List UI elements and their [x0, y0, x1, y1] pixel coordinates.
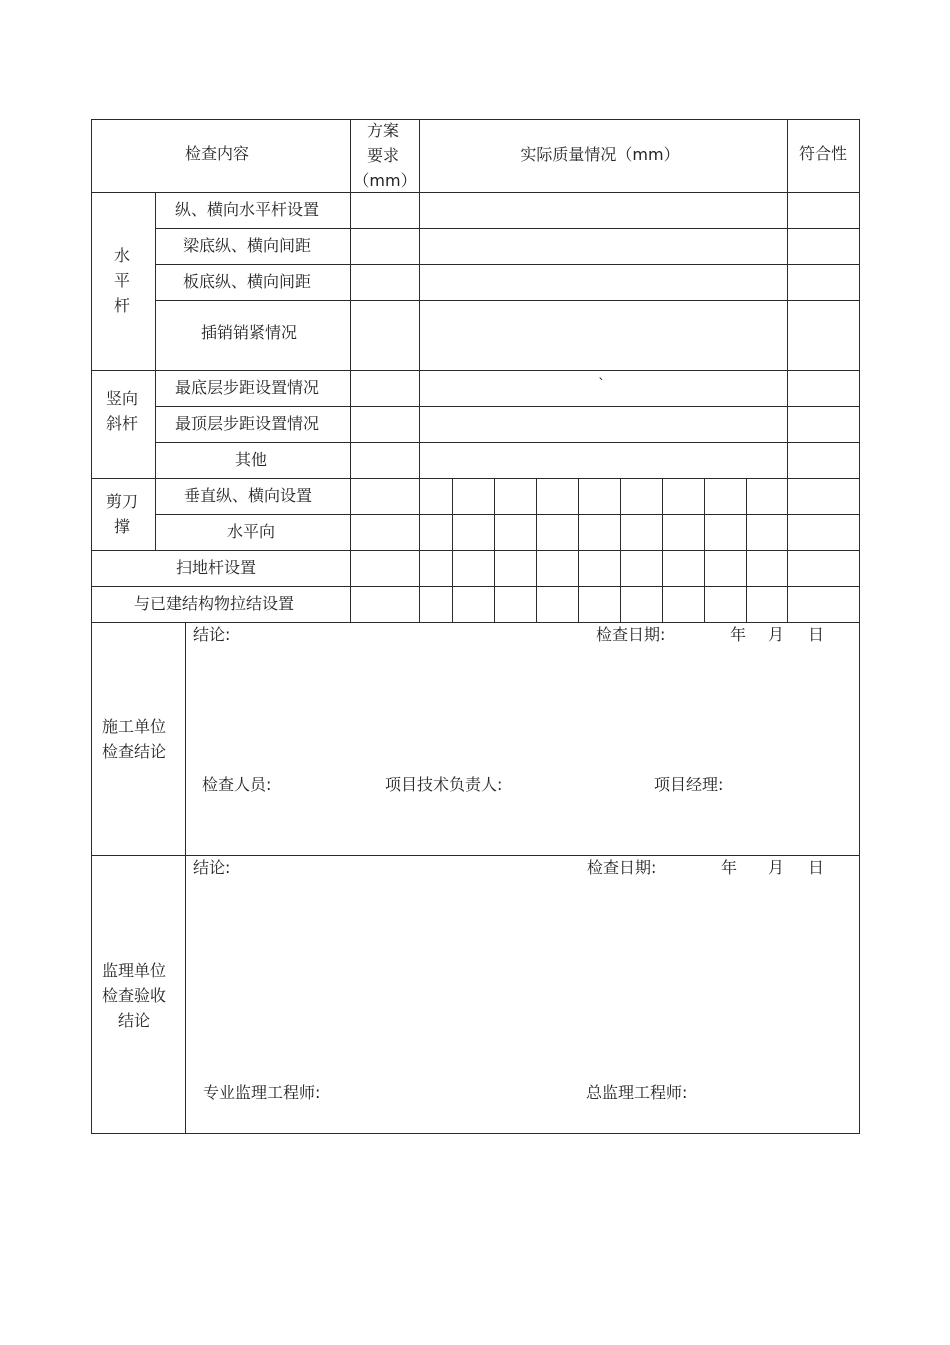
line-group-col [155, 192, 156, 550]
header-plan-line2: 要求 [366, 146, 400, 165]
supervision-engineer: 专业监理工程师: [203, 1083, 321, 1102]
frame-right [859, 119, 860, 1134]
label-line: 检查结论 [101, 742, 167, 761]
label-line: 施工单位 [101, 717, 167, 736]
row-label-9: 水平向 [226, 522, 276, 541]
group-char: 水 [113, 246, 131, 265]
group-scissor-brace [106, 489, 138, 539]
supervision-check-date: 检查日期: [587, 858, 657, 877]
grid-line-b [494, 478, 495, 622]
row-label-6: 最顶层步距设置情况 [174, 414, 320, 433]
group-line: 剪刀 [105, 492, 139, 511]
frame-bottom [91, 1133, 860, 1134]
row-line-1 [155, 228, 860, 229]
row-line-header [91, 192, 860, 193]
group-char: 杆 [113, 296, 131, 315]
row-line-10 [91, 586, 860, 587]
row-line-6 [155, 442, 860, 443]
construction-check-date: 检查日期: [596, 625, 666, 644]
label-line: 监理单位 [101, 961, 167, 980]
construction-label [102, 714, 166, 764]
supervision-label [102, 958, 166, 1033]
supervision-year: 年 [721, 858, 738, 877]
row-line-8 [155, 514, 860, 515]
header-plan-line3: （mm） [353, 171, 417, 190]
row-label-1: 纵、横向水平杆设置 [174, 200, 320, 219]
construction-day: 日 [808, 625, 825, 644]
supervision-month: 月 [768, 858, 785, 877]
row-label-4: 插销销紧情况 [200, 323, 298, 342]
row-label-8: 垂直纵、横向设置 [183, 486, 313, 505]
group-char: 平 [113, 271, 131, 290]
row-label-5: 最底层步距设置情况 [174, 378, 320, 397]
grid-line-a [452, 478, 453, 622]
frame-top [91, 119, 860, 120]
row-line-5 [155, 406, 860, 407]
grid-line-h [746, 478, 747, 622]
grid-line-g [704, 478, 705, 622]
row-label-11: 与已建结构物拉结设置 [133, 594, 295, 613]
construction-conclusion: 结论: [193, 625, 231, 644]
header-actual-quality: 实际质量情况（mm） [520, 145, 680, 164]
row-label-7: 其他 [234, 450, 268, 469]
group-line: 竖向 [105, 389, 139, 408]
grid-line-d [578, 478, 579, 622]
row-5-mark: ` [598, 377, 605, 393]
row-label-2: 梁底纵、横向间距 [182, 236, 312, 255]
construction-tech-lead: 项目技术负责人: [385, 775, 503, 794]
row-line-11 [91, 622, 860, 623]
row-line-2 [155, 264, 860, 265]
row-line-9 [91, 550, 860, 551]
grid-line-f [662, 478, 663, 622]
construction-inspector: 检查人员: [202, 775, 272, 794]
row-label-3: 板底纵、横向间距 [182, 272, 312, 291]
group-line: 撑 [113, 517, 131, 536]
row-line-sign [91, 855, 860, 856]
row-label-10: 扫地杆设置 [175, 558, 257, 577]
line-sign-label [185, 622, 186, 1134]
label-line: 检查验收 [101, 986, 167, 1005]
group-line: 斜杆 [105, 414, 139, 433]
construction-month: 月 [768, 625, 785, 644]
label-line: 结论 [117, 1011, 151, 1030]
supervision-chief: 总监理工程师: [586, 1083, 688, 1102]
row-line-7 [91, 478, 860, 479]
group-horizontal-bar [114, 243, 130, 318]
grid-line-e [620, 478, 621, 622]
supervision-conclusion: 结论: [193, 858, 231, 877]
frame-left [91, 119, 92, 1134]
construction-manager: 项目经理: [654, 775, 724, 794]
header-plan-line1: 方案 [366, 121, 400, 140]
header-conformity: 符合性 [798, 144, 848, 163]
grid-line-c [536, 478, 537, 622]
row-line-3 [155, 300, 860, 301]
supervision-day: 日 [808, 858, 825, 877]
header-check-content: 检查内容 [184, 144, 250, 163]
construction-year: 年 [730, 625, 747, 644]
group-vertical-diagonal [106, 386, 138, 436]
row-line-4 [91, 370, 860, 371]
